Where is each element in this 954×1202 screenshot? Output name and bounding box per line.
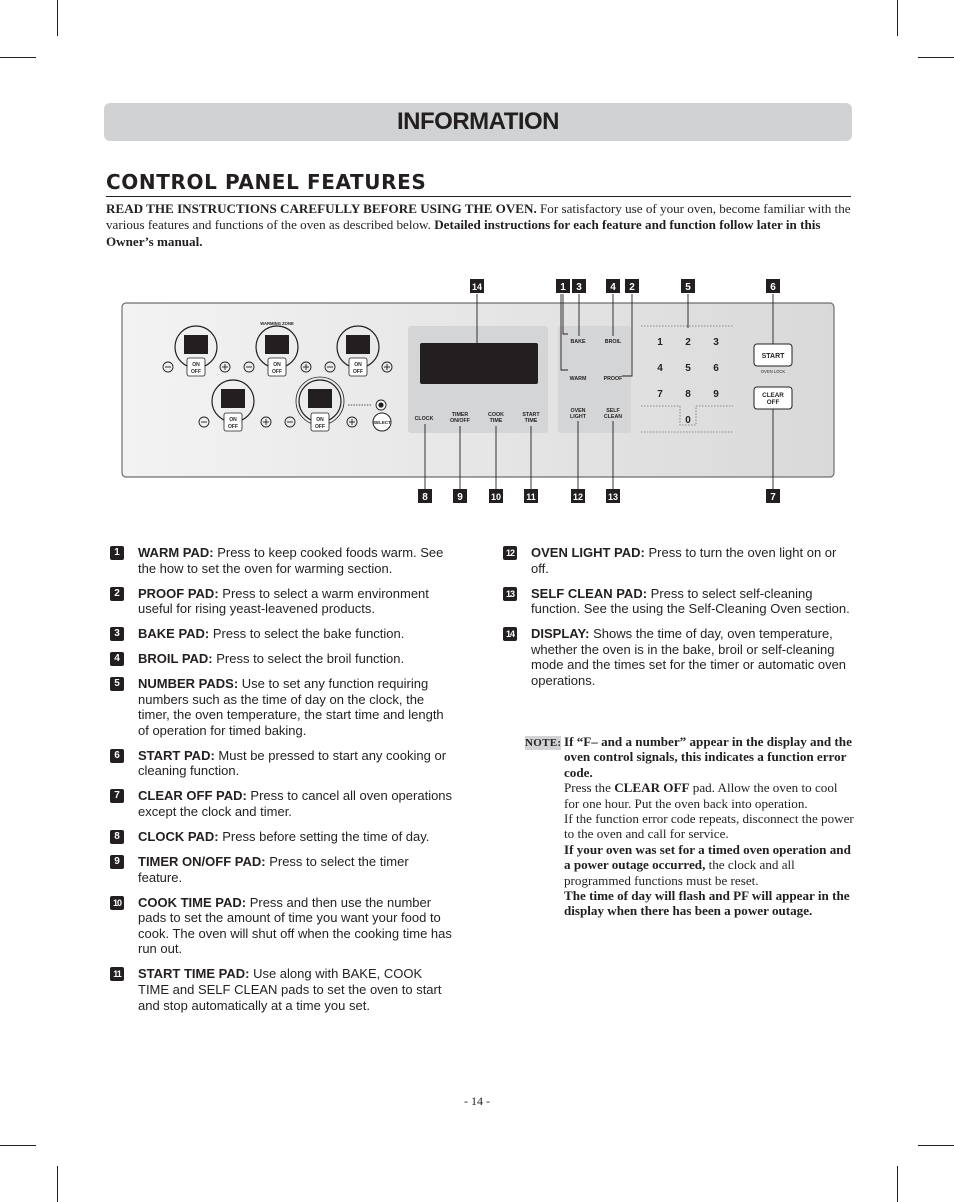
feature-item xyxy=(110,854,456,885)
pad-start-time: TIME xyxy=(524,418,538,424)
note-body xyxy=(564,734,856,919)
callout-1: 1 xyxy=(560,282,566,293)
feature-item xyxy=(110,651,456,667)
callout-7: 7 xyxy=(770,492,776,503)
pad-broil: BROIL xyxy=(604,339,622,345)
feature-text: Press before setting the time of day. xyxy=(218,829,430,845)
callout-2: 2 xyxy=(629,282,635,293)
intro-text-1: For satisfactory use of your oven, become familiar with the various features and functions of the oven as described below. xyxy=(106,201,851,233)
on-label: ON xyxy=(229,417,237,423)
feature-label: BAKE PAD: xyxy=(138,626,210,642)
callout-12: 12 xyxy=(572,492,584,502)
feature-text: Press and then use the number pads to set the amount of time you want your food to cook. The oven will shut off when the cooking time has run out. xyxy=(138,894,452,957)
feature-label: COOK TIME PAD: xyxy=(138,894,247,910)
section-title: CONTROL PANEL FEATURES xyxy=(106,170,427,194)
pad-timer: TIMER xyxy=(451,412,469,418)
feature-item xyxy=(110,895,456,957)
feature-text: Press to select a warm environment useful for rising yeast-leavened products. xyxy=(138,585,429,617)
information-banner xyxy=(104,103,852,141)
feature-number: 2 xyxy=(110,587,124,601)
feature-item xyxy=(110,545,456,576)
callout-10: 10 xyxy=(490,492,502,502)
callout-11: 11 xyxy=(526,492,536,502)
intro-paragraph xyxy=(106,201,851,250)
off-label: OFF xyxy=(353,369,363,375)
feature-label: WARM PAD: xyxy=(138,545,214,560)
select-label: SELECT xyxy=(373,420,391,425)
on-label: ON xyxy=(354,362,362,368)
features-right-column xyxy=(503,545,853,698)
crop-mark xyxy=(0,57,36,58)
pad-proof: PROOF xyxy=(603,376,623,382)
note-bold-3: If your oven was set for a timed oven operation and a power outage occurred, xyxy=(564,841,851,873)
crop-mark xyxy=(897,0,898,36)
pad-clock: CLOCK xyxy=(414,416,434,422)
pad-oven-light: OVEN xyxy=(570,408,586,414)
feature-number: 8 xyxy=(110,830,124,844)
feature-number: 1 xyxy=(110,546,124,560)
note-tag: NOTE: xyxy=(525,737,562,749)
feature-number: 6 xyxy=(110,749,124,763)
oven-lock-label: OVEN LOCK xyxy=(760,369,786,374)
on-label: ON xyxy=(316,417,324,423)
note-text-2: If the function error code repeats, disconnect the power to the oven and call for service. xyxy=(564,811,854,842)
off-label: OFF xyxy=(228,424,238,430)
feature-item xyxy=(110,748,456,779)
feature-text: Must be pressed to start any cooking or cleaning function. xyxy=(138,747,447,779)
off-label: OFF xyxy=(272,369,282,375)
feature-label: PROOF PAD: xyxy=(138,585,219,601)
off-label: OFF xyxy=(315,424,325,430)
crop-mark xyxy=(57,0,58,36)
crop-mark xyxy=(897,1166,898,1202)
start-label: START xyxy=(761,353,785,360)
callout-13: 13 xyxy=(607,492,619,502)
feature-label: START PAD: xyxy=(138,747,215,763)
callout-6: 6 xyxy=(770,282,776,293)
control-panel-diagram xyxy=(0,270,954,520)
pad-self-clean: SELF xyxy=(606,408,620,414)
pad-timer: ON/OFF xyxy=(449,418,471,424)
number-pad: 0 xyxy=(685,415,691,426)
pad-warm: WARM xyxy=(569,376,587,382)
clear-label: CLEAR xyxy=(762,392,784,399)
pad-self-clean: CLEAN xyxy=(603,414,623,420)
callout-9: 9 xyxy=(457,492,463,503)
feature-item xyxy=(110,966,456,1013)
feature-number: 9 xyxy=(110,855,124,869)
number-pad: 6 xyxy=(713,363,719,374)
feature-text: Use to set any function requiring numbers such as the time of day on the clock, the timer, the oven temperature, the start time and length of operation for timed baking. xyxy=(138,676,444,738)
number-pad: 1 xyxy=(657,337,663,348)
feature-number: 11 xyxy=(110,967,124,981)
feature-text: Press to select the bake function. xyxy=(209,626,405,642)
feature-text: Press to keep cooked foods warm. See the how to set the oven for warming section. xyxy=(138,545,444,576)
crop-mark xyxy=(57,1166,58,1202)
off-label: OFF xyxy=(191,369,201,375)
feature-label: BROIL PAD: xyxy=(138,651,213,667)
feature-number: 13 xyxy=(503,587,517,601)
number-pad: 9 xyxy=(713,389,719,400)
number-pad: 5 xyxy=(685,363,691,374)
crop-mark xyxy=(918,1145,954,1146)
features-left-column xyxy=(110,545,456,1023)
banner-title: INFORMATION xyxy=(396,108,560,135)
feature-item xyxy=(503,545,853,576)
note-text-1b: pad. Allow the oven to cool for one hour. Put the oven back into operation. xyxy=(564,780,838,811)
feature-number: 10 xyxy=(110,896,124,910)
page-number: - 14 - xyxy=(464,1094,490,1108)
callout-3: 3 xyxy=(576,282,582,293)
feature-number: 3 xyxy=(110,627,124,641)
callout-4: 4 xyxy=(610,282,616,293)
feature-number: 4 xyxy=(110,652,124,666)
feature-item xyxy=(110,626,456,642)
callout-8: 8 xyxy=(422,492,428,503)
note-bold-4: The time of day will flash and PF will appear in the display when there has been a power outage. xyxy=(564,888,850,919)
feature-text: Use along with BAKE, COOK TIME and SELF CLEAN pads to set the oven to start and stop automatically at a time you set. xyxy=(138,966,442,1013)
note-text-1a: Press the xyxy=(564,780,615,796)
pad-bake: BAKE xyxy=(570,339,586,345)
note-bold-2: CLEAR OFF xyxy=(614,780,690,796)
feature-item xyxy=(503,586,853,617)
note-text-3: the clock and all programmed functions must be reset. xyxy=(564,857,795,888)
feature-text: Press to select the timer feature. xyxy=(138,854,409,885)
feature-text: Shows the time of day, oven temperature, whether the oven is in the bake, broil or self-cleaning mode and the times set for the timer or automatic oven operations. xyxy=(531,626,847,688)
feature-label: START TIME PAD: xyxy=(138,966,250,982)
pad-oven-light: LIGHT xyxy=(570,414,586,420)
number-pad: 4 xyxy=(657,363,663,374)
feature-label: NUMBER PADS: xyxy=(138,676,239,692)
pad-cook-time: TIME xyxy=(489,418,503,424)
feature-label: CLEAR OFF PAD: xyxy=(138,788,247,804)
feature-item xyxy=(110,676,456,738)
number-pad: 7 xyxy=(657,389,663,400)
on-label: ON xyxy=(273,362,281,368)
number-pad: 2 xyxy=(685,337,691,348)
feature-item xyxy=(110,788,456,819)
crop-mark xyxy=(918,57,954,58)
feature-number: 12 xyxy=(503,546,517,560)
off-label: OFF xyxy=(766,399,780,406)
feature-text: Press to turn the oven light on or off. xyxy=(531,545,837,576)
section-rule xyxy=(106,196,851,197)
feature-item xyxy=(503,626,853,688)
feature-label: CLOCK PAD: xyxy=(138,829,219,845)
feature-text: Press to select the broil function. xyxy=(212,651,405,667)
crop-mark xyxy=(0,1145,36,1146)
pad-start-time: START xyxy=(522,412,540,418)
feature-item xyxy=(110,586,456,617)
warming-zone-label: WARMING ZONE xyxy=(260,321,294,326)
number-pad: 3 xyxy=(713,337,719,348)
note-bold-1: If “F– and a number” appear in the display and the oven control signals, this indicates a function error code. xyxy=(564,734,852,780)
feature-label: OVEN LIGHT PAD: xyxy=(531,545,645,560)
number-pad: 8 xyxy=(685,389,691,400)
intro-bold-1: READ THE INSTRUCTIONS CAREFULLY BEFORE USING THE OVEN. xyxy=(106,201,537,216)
on-label: ON xyxy=(192,362,200,368)
feature-label: TIMER ON/OFF PAD: xyxy=(138,854,266,870)
feature-label: SELF CLEAN PAD: xyxy=(531,585,648,601)
feature-text: Press to select self-cleaning function. See the using the Self-Cleaning Oven section. xyxy=(531,585,850,617)
display-window xyxy=(420,343,538,384)
feature-number: 7 xyxy=(110,789,124,803)
feature-label: DISPLAY: xyxy=(531,626,590,642)
callout-5: 5 xyxy=(685,282,691,293)
feature-number: 14 xyxy=(503,627,517,641)
feature-number: 5 xyxy=(110,677,124,691)
callout-14: 14 xyxy=(471,282,483,292)
feature-text: Press to cancel all oven operations except the clock and timer. xyxy=(138,788,453,820)
feature-item xyxy=(110,829,456,845)
intro-bold-2: Detailed instructions for each feature and function follow later in this Owner’s manual. xyxy=(106,217,821,249)
pad-cook-time: COOK xyxy=(488,412,504,418)
